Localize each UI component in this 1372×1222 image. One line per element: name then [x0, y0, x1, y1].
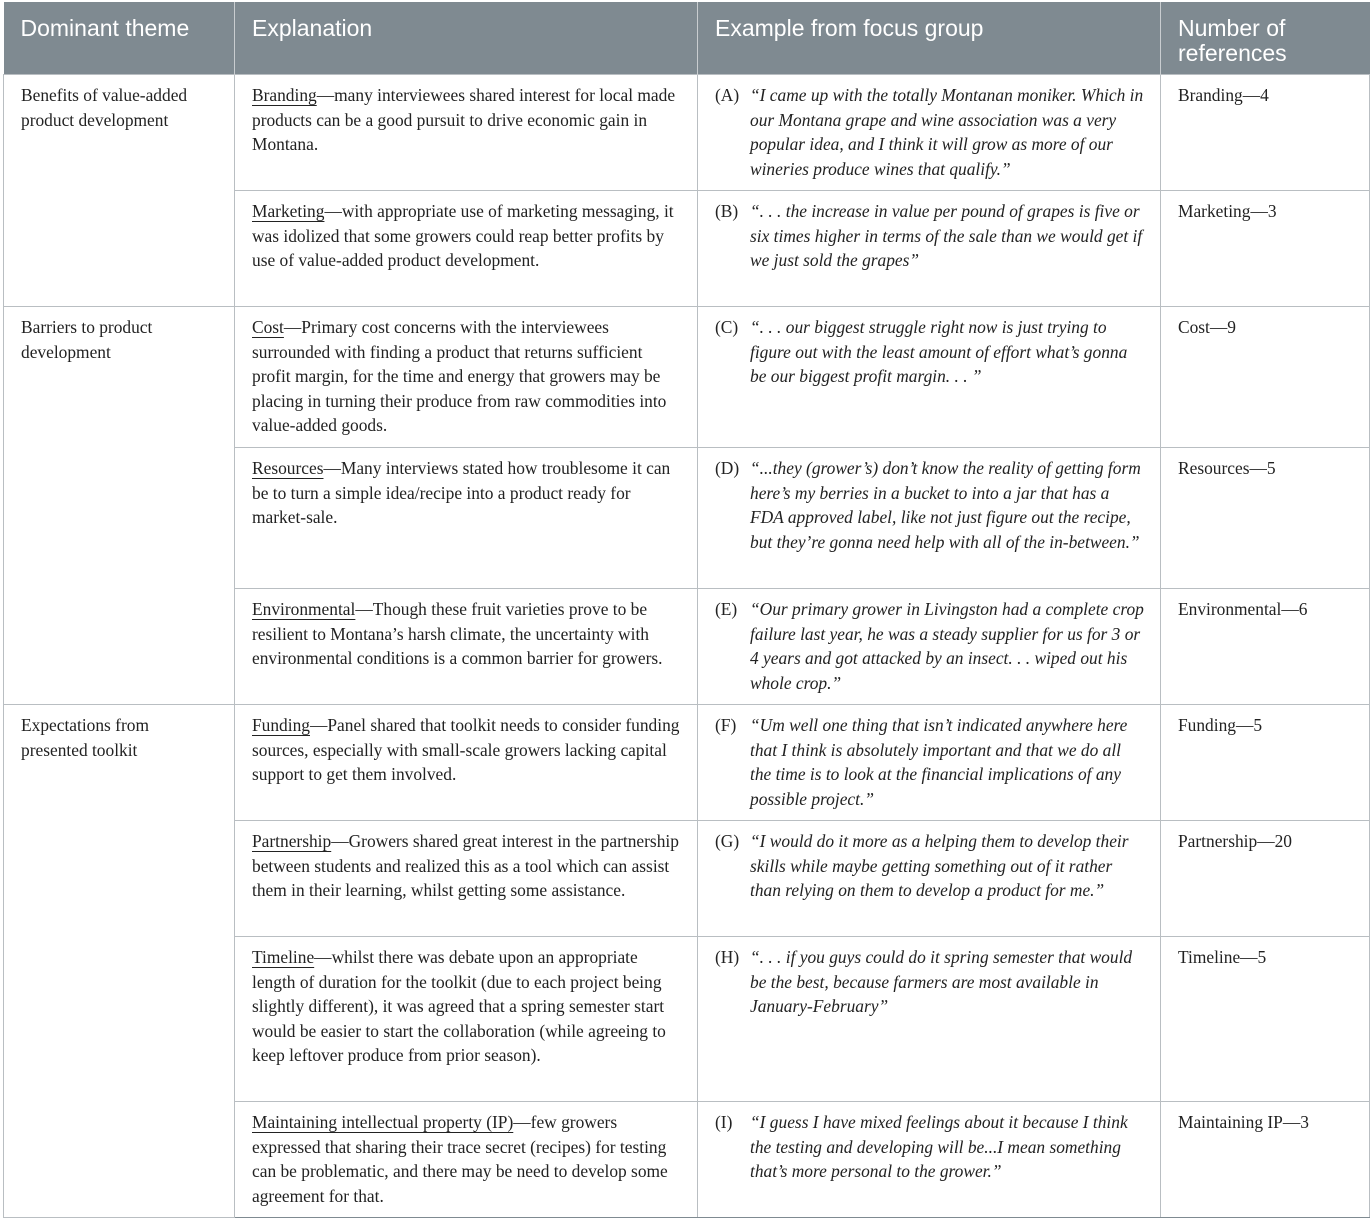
example-label: (B) — [715, 201, 739, 221]
explanation-cell — [235, 821, 698, 937]
theme-cell: Barriers to product development — [4, 307, 235, 705]
example-label: (G) — [715, 831, 740, 851]
table-header-row — [4, 2, 1370, 75]
example-quote: “. . . if you guys could do it spring semester that would be the best, because farmers are most available in January-February” — [750, 947, 1133, 1017]
explanation-cell — [235, 705, 698, 821]
references-cell: Funding—5 — [1161, 705, 1370, 821]
explanation-text: —Primary cost concerns with the interviewees surrounded with finding a product that returns sufficient profit margin, for the time and energy that growers may be placing in turning their produce from raw commodities into value-added goods. — [252, 317, 667, 436]
explanation-text: —Though these fruit varieties prove to be resilient to Montana’s harsh climate, the uncertainty with environmental conditions is a common barrier for growers. — [252, 599, 663, 669]
explanation-term: Cost — [252, 317, 284, 337]
example-quote: “Our primary grower in Livingston had a complete crop failure last year, he was a steady supplier for us for 3 or 4 years and got attacked by an insect. . . wiped out his whole crop.” — [750, 599, 1144, 693]
example-cell — [698, 191, 1161, 307]
explanation-cell — [235, 307, 698, 448]
example-cell — [698, 589, 1161, 705]
explanation-term: Partnership — [252, 831, 332, 851]
explanation-text: —many interviewees shared interest for local made products can be a good pursuit to drive economic gain in Montana. — [252, 85, 676, 155]
example-label: (E) — [715, 599, 738, 619]
references-cell: Marketing—3 — [1161, 191, 1370, 307]
explanation-cell — [235, 937, 698, 1102]
explanation-term: Timeline — [252, 947, 315, 967]
theme-cell: Expectations from presented toolkit — [4, 705, 235, 1218]
explanation-text: —with appropriate use of marketing messaging, it was idolized that some growers could reap better profits by use of value-added product development. — [252, 201, 674, 271]
example-cell — [698, 705, 1161, 821]
explanation-text: —Growers shared great interest in the partnership between students and realized this as a tool which can assist them in their learning, whilst getting some assistance. — [252, 831, 679, 901]
themes-table — [3, 2, 1370, 1218]
explanation-term: Environmental — [252, 599, 356, 619]
example-cell — [698, 1102, 1161, 1218]
references-cell: Branding—4 — [1161, 75, 1370, 191]
explanation-cell — [235, 1102, 698, 1218]
explanation-term: Branding — [252, 85, 317, 105]
explanation-cell — [235, 589, 698, 705]
explanation-text: —Many interviews stated how troublesome it can be to turn a simple idea/recipe into a product ready for market-sale. — [252, 458, 671, 528]
example-quote: “Um well one thing that isn’t indicated anywhere here that I think is absolutely important and that we do all the time is to look at the financial implications of any possible project.” — [750, 715, 1128, 809]
example-label: (C) — [715, 317, 739, 337]
explanation-cell — [235, 75, 698, 191]
table-row — [4, 75, 1370, 191]
example-quote: “. . . our biggest struggle right now is just trying to figure out with the least amount of effort what’s gonna be our biggest profit margin. . . ” — [750, 317, 1128, 387]
explanation-cell — [235, 448, 698, 589]
header-references: Number of references — [1161, 2, 1370, 75]
example-label: (A) — [715, 85, 740, 105]
header-dominant-theme: Dominant theme — [4, 2, 235, 75]
references-cell: Cost—9 — [1161, 307, 1370, 448]
explanation-term: Funding — [252, 715, 310, 735]
references-cell: Resources—5 — [1161, 448, 1370, 589]
example-label: (F) — [715, 715, 737, 735]
explanation-term: Resources — [252, 458, 324, 478]
references-cell: Maintaining IP—3 — [1161, 1102, 1370, 1218]
explanation-text: —Panel shared that toolkit needs to consider funding sources, especially with small-scale growers lacking capital support to get them involved. — [252, 715, 680, 785]
explanation-text: —few growers expressed that sharing their trace secret (recipes) for testing can be problematic, and there may be need to develop some agreement for that. — [252, 1112, 668, 1206]
references-cell: Timeline—5 — [1161, 937, 1370, 1102]
explanation-term: Marketing — [252, 201, 325, 221]
references-cell: Environmental—6 — [1161, 589, 1370, 705]
example-cell — [698, 307, 1161, 448]
theme-cell: Benefits of value-added product development — [4, 75, 235, 307]
example-quote: “I would do it more as a helping them to develop their skills while maybe getting something out of it rather than relying on them to develop a product for me.” — [750, 831, 1129, 901]
example-quote: “...they (grower’s) don’t know the reality of getting form here’s my berries in a bucket to into a jar that has a FDA approved label, like not just figure out the recipe, but they’re gonna need help with all of the in-between.” — [750, 458, 1141, 552]
example-label: (D) — [715, 458, 740, 478]
table-row — [4, 705, 1370, 821]
example-quote: “I came up with the totally Montanan moniker. Which in our Montana grape and wine association was a very popular idea, and I think it will grow as more of our wineries produce wines that qualify.” — [750, 85, 1144, 179]
explanation-text: —whilst there was debate upon an appropriate length of duration for the toolkit (due to each project being slightly different), it was agreed that a spring semester start would be easier to start the collaboration (while agreeing to keep leftover produce from prior season). — [252, 947, 666, 1066]
example-label: (H) — [715, 947, 740, 967]
explanation-cell — [235, 191, 698, 307]
example-label: (I) — [715, 1112, 733, 1132]
references-cell: Partnership—20 — [1161, 821, 1370, 937]
example-cell — [698, 448, 1161, 589]
example-cell — [698, 821, 1161, 937]
example-cell — [698, 937, 1161, 1102]
header-explanation: Explanation — [235, 2, 698, 75]
example-quote: “. . . the increase in value per pound of grapes is five or six times higher in terms of the sale than we would get if we just sold the grapes” — [750, 201, 1143, 271]
explanation-term: Maintaining intellectual property (IP) — [252, 1112, 514, 1132]
example-quote: “I guess I have mixed feelings about it because I think the testing and developing will be...I mean something that’s more personal to the grower.” — [750, 1112, 1128, 1182]
example-cell — [698, 75, 1161, 191]
table-row — [4, 307, 1370, 448]
header-example: Example from focus group — [698, 2, 1161, 75]
